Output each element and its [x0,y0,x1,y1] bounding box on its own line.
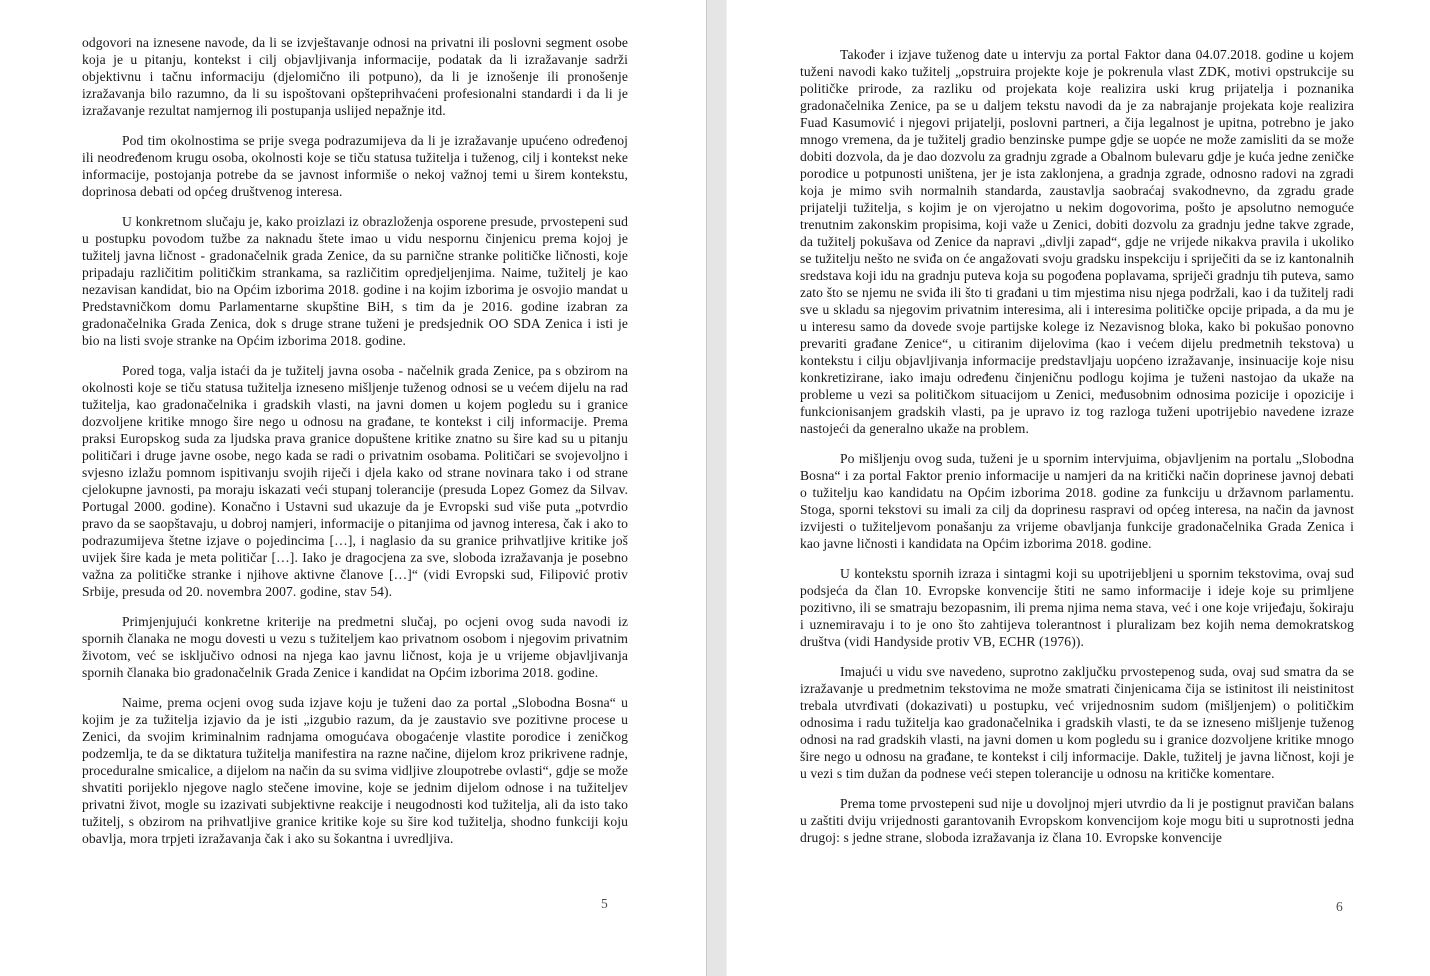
page-5 [0,0,706,976]
paragraph: U konkretnom slučaju je, kako proizlazi iz obrazloženja osporene presude, prvostepeni sud u postupku povodom tužbe za naknadu štete imao u vidu nespornu činjenicu prema kojoj je tužitelj javna ličnost - gradonačelnik grada Zenice, da su parnične stranke političke ličnosti, koje pripadaju različitim političkim strankama, sa različitim opredjeljenjima. Naime, tužitelj je kao nezavisan kandidat, bio na Općim izborima 2018. godine i na kojim izborima je osvojio mandat u Predstavničkom domu Parlamentarne skupštine BiH, s tim da je 2016. godine izabran za gradonačelnika Grada Zenica, dok s druge strane tuženi je predsjednik OO SDA Zenica i isti je bio na listi svoje stranke na Općim izborima 2018. godine. [82,214,628,348]
paragraph: odgovori na iznesene navode, da li se izvještavanje odnosi na privatni ili poslovni segment osobe koja je u pitanju, kontekst i cilj objavljivanja informacije, podatak da li izražavanje sadrži objektivnu i tačnu informaciju (djelomično ili potpuno), da li je iznošenje ili pronošenje izražavanja bilo razumno, da li su ispoštovani opšteprihvaćeni profesionalni standardi i da li je izražavanje rezultat namjernog ili postupanja uslijed nepažnje itd. [82,35,628,118]
paragraph: Prema tome prvostepeni sud nije u dovoljnoj mjeri utvrdio da li je postignut pravičan balans u zaštiti dviju vrijednosti garantovanih Evropskom konvencijom koje mogu biti u suprotnosti jedna drugoj: s jedne strane, sloboda izražavanja iz člana 10. Evropske konvencije [800,796,1354,845]
page-divider [706,0,727,976]
page-5-text-block [82,34,628,860]
paragraph: Primjenjujući konkretne kriterije na predmetni slučaj, po ocjeni ovog suda navodi iz spornih članaka ne mogu dovesti u vezu s tužiteljem kao privatnom osobom i njegovim privatnim životom, već se isključivo odnosi na njega kao javnu ličnost, koja je u vrijeme objavljivanja spornih članaka bio gradonačelnik Grada Zenice i kandidat na Općim izborima 2018. godine. [82,614,628,680]
paragraph: Po mišljenju ovog suda, tuženi je u spornim intervjuima, objavljenim na portalu „Slobodna Bosna“ i za portal Faktor prenio informacije u namjeri da na kritički način doprinese javnoj debati o tužitelju kao kandidatu na Općim izborima 2018. godine za funkciju u državnom parlamentu. Stoga, sporni tekstovi su imali za cilj da doprinesu raspravi od općeg interesa, na način da javnost izvijesti o tužiteljevom ponašanju za vrijeme obavljanja funkcije gradonačelnika Grada Zenica i kao javne ličnosti i kandidata na Općim izborima 2018. godine. [800,451,1354,551]
paragraph: Pored toga, valja istaći da je tužitelj javna osoba - načelnik grada Zenice, pa s obzirom na okolnosti koje se tiču statusa tužitelja izneseno mišljenje tuženog odnosi se u većem dijelu na rad tužitelja, kao gradonačelnika i gradskih vlasti, na javni domen u kojem pogledu su i granice dozvoljene kritike mnogo šire nego u odnosu na građane, te kontekst i cilj informacije. Prema praksi Europskog suda za ljudska prava granice dopuštene kritike znatno su šire kad su u pitanju političari i druge javne osobe, nego kada se radi o privatnim osobama. Političari se svojevoljno i svjesno izlažu pomnom ispitivanju svojih riječi i djela kako od strane novinara tako i od strane cjelokupne javnosti, pa moraju iskazati veći stupanj tolerancije (presuda Lopez Gomez da Silvav. Portugal 2000. godine). Konačno i Ustavni sud ukazuje da je Evropski sud više puta „potvrdio pravo da se saopštavaju, u dobroj namjeri, informacije o pitanjima od javnog interesa, čak i ako to podrazumijeva štetne izjave o pojedincima […], i naglasio da su granice prihvatljive kritike još uvijek šire kada je meta političar […]. Iako je dragocjena za sve, sloboda izražavanja je posebno važna za političke stranke i njihove aktivne članove […]“ (vidi Evropski sud, Filipović protiv Srbije, presuda od 20. novembra 2007. godine, stav 54). [82,363,628,599]
page-6-text-block [800,46,1354,859]
page-6 [727,0,1430,976]
paragraph: Naime, prema ocjeni ovog suda izjave koju je tuženi dao za portal „Slobodna Bosna“ u kojim je za tužitelja izjavio da je isti „izgubio razum, da je zaustavio sve pozitivne procese u Zenici, da svojim kriminalnim radnjama omogućava obogaćenje vlastite porodice i zeničkog podzemlja, te da se diktatura tužitelja manifestira na razne načine, dijelom kroz prikrivene radnje, proceduralne smicalice, a dijelom na način da su svima vidljive zloupotrebe ovlasti“, gdje se može shvatiti porijeklo njegove naglo stečene imovine, koje se jednim dijelom odnose i na tužiteljev privatni život, mogle su izazivati subjektivne reakcije i neugodnosti kod tužitelja, ali da isto tako tužitelj, s obzirom na prihvatljive granice kritike koje su šire kod tužitelja, shodno funkciji koju obavlja, mora trpjeti izražavanja čak i ako su šokantna i uvredljiva. [82,695,628,846]
paragraph: Pod tim okolnostima se prije svega podrazumijeva da li je izražavanje upućeno određenoj ili neodređenom krugu osoba, okolnosti koje se tiču statusa tužitelja i tuženog, cilj i kontekst neke informacije, postojanja potrebe da se javnost informiše o nekoj važnoj temi u širem kontekstu, doprinosa debati od općeg društvenog interesa. [82,133,628,199]
page-number: 6 [1336,899,1343,914]
paragraph: U kontekstu spornih izraza i sintagmi koji su upotrijebljeni u spornim tekstovima, ovaj sud podsjeća da član 10. Evropske konvencije štiti ne samo informacije i ideje koje su primljene pozitivno, ili se smatraju bezopasnim, ili prema njima nema stava, već i one koje vrijeđaju, šokiraju i uznemiravaju i to je ono što zahtijeva tolerantnost i pluralizam bez kojih nema demokratskog društva (vidi Handyside protiv VB, ECHR (1976)). [800,566,1354,649]
paragraph: Također i izjave tuženog date u intervju za portal Faktor dana 04.07.2018. godine u kojem tuženi navodi kako tužitelj „opstruira projekte koje je pokrenula vlast ZDK, motivi opstrukcije su političke prirode, za razliku od projekata koje realizira uski krug prijatelja i poznanika gradonačelnika Zenice, pa se u daljem tekstu navodi da je za nabrajanje projekata koje realizira Fuad Kasumović i njegovi prijatelji, poslovni partneri, a čija legalnost je upitna, potrebno je jako mnogo vremena, da je tužitelj gradio benzinske pumpe gdje se uopće ne može zamisliti da se može dobiti dozvola, da je dao dozvolu za gradnju zgrade a Obalnom bulevaru gdje je kuća jedne zeničke porodice u potpunosti uništena, jer je ista zaklonjena, a gradnja zgrade, odnosno radovi na zgradi koja je mimo svih normalnih standarda, zaustavlja saobraćaj svakodnevno, da zgradu grade prijatelji tužitelja, s kojim je on vjerojatno u nekim dogovorima, pošto je apsolutno nemoguće trenutnim zakonskim propisima, koji važe u Zenici, dobiti dozvolu za gradnju jedne takve zgrade, da tužitelj pokušava od Zenice da napravi „divlji zapad“, gdje ne vrijede nikakva pravila i ukoliko se tužitelju nešto ne sviđa on će angažovati svoju gradsku inspekciju i spriječiti da se iz kantonalnih sredstava koji idu na gradnju puteva koja su pogođena poplavama, spriječi gradnju tih puteva, samo zato što se njemu ne sviđa ili što ti građani u tim mjestima nisu njega podržali, kao i da tužitelj radi sve u skladu sa njegovim privatnim interesima, ali i interesima političke opcije pripada, a da mu je u interesu samo da dovede svoje partijske kolege iz Nezavisnog bloka, kako bi pokušao ponovno prevariti građane Zenice“, u citiranim dijelovima (kao i većem dijelu predmetnih tekstova) u kontekstu i cilju objavljivanja informacije predstavljaju uopćeno izražavanje, insinuacije koje nisu konkretizirane, iako imaju određenu činjeničnu podlogu kojima je tuženi nastojao da ukaže na probleme u vezi sa političkom situacijom u Zenici, međusobnim odnosima pozicije i opozicije i funkcionisanjem gradskih vlasti, pa je upravo iz tog razloga tuženi upotrijebio navedene izraze nastojeći da generalno ukaže na problem. [800,47,1354,436]
paragraph: Imajući u vidu sve navedeno, suprotno zaključku prvostepenog suda, ovaj sud smatra da se izražavanje u predmetnim tekstovima ne može smatrati činjenicama čija se istinitost ili neistinitost trebala utvrđivati (dokazivati) u postupku, već vrijednosnim sudom (mišljenjem) o političkim odnosima i radu tužitelja kao gradonačelnika i gradskih vlasti, te da se izneseno mišljenje tuženog odnosi na rad gradskih vlasti, na javni domen u kom pogledu su i granice dozvoljene kritike mnogo šire nego u odnosu na građane, te kontekst i cilj informacije. Dakle, tužitelj je javna ličnost, koji je u vezi s tim dužan da podnese veći stepen tolerancije u odnosu na kritičke komentare. [800,664,1354,781]
page-number: 5 [601,896,608,911]
